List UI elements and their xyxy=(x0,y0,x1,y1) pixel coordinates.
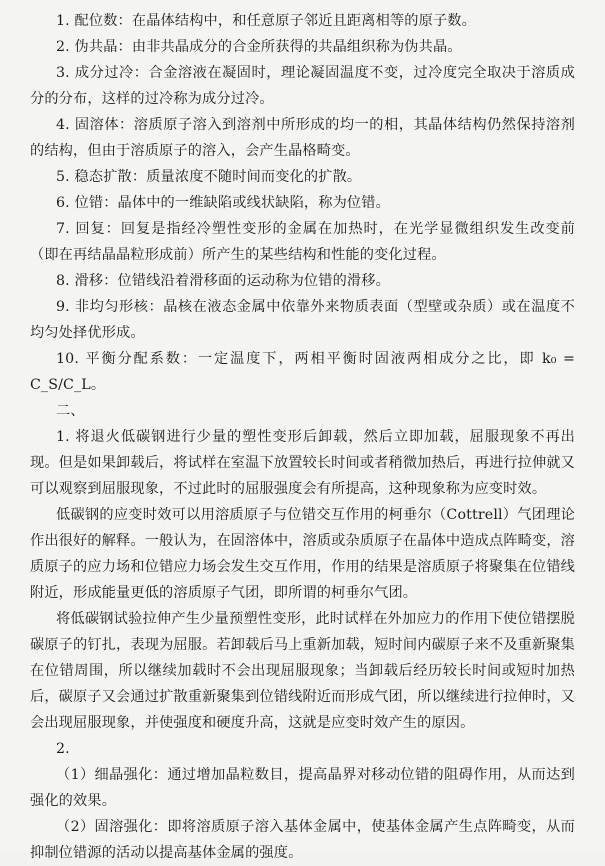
item-text: 成分过冷：合金溶液在凝固时，理论凝固温度不变，过冷度完全取决于溶质成分的分布，这样的过冷称为成分过冷。 xyxy=(30,65,575,107)
answer-2-item-2: （2）固溶强化：即将溶质原子溶入基体金属中，使基体金属产生点阵畸变，从而抑制位错源的活动以提高基体金属的强度。 xyxy=(30,819,575,861)
definition-item-7 xyxy=(30,216,575,268)
item-number: 10. xyxy=(56,351,80,367)
item-number: 1. xyxy=(56,13,70,29)
item-text: 非均匀形核：晶核在液态金属中依靠外来物质表面（型壁或杂质）或在温度不均匀处择优形成。 xyxy=(30,299,575,341)
item-text: 配位数：在晶体结构中，和任意原子邻近且距离相等的原子数。 xyxy=(74,13,476,29)
item-text: 稳态扩散：质量浓度不随时间而变化的扩散。 xyxy=(74,169,362,185)
definition-item-8 xyxy=(30,268,575,294)
definition-item-6 xyxy=(30,190,575,216)
answer-1-paragraph-3: 将低碳钢试验拉伸产生少量预塑性变形，此时试样在外加应力的作用下使位错摆脱碳原子的钉扎，表现为屈服。若卸载后马上重新加载，短时间内碳原子来不及重新聚集在位错周围，所以继续加载时不会出现屈服现象；当卸载后经历较长时间或短时加热后，碳原子又会通过扩散重新聚集到位错线附近而形成气团，所以继续进行拉伸时，又会出现屈服现象，并使强度和硬度升高，这就是应变时效产生的原因。 xyxy=(30,611,575,731)
definition-item-1 xyxy=(30,8,575,34)
item-number: 8. xyxy=(56,273,70,289)
item-number: 7. xyxy=(56,221,70,237)
item-text: 伪共晶：由非共晶成分的合金所获得的共晶组织称为伪共晶。 xyxy=(74,39,462,55)
item-text: 滑移：位错线沿着滑移面的运动称为位错的滑移。 xyxy=(74,273,390,289)
definition-item-3 xyxy=(30,60,575,112)
item-text: 位错：晶体中的一维缺陷或线状缺陷，称为位错。 xyxy=(74,195,390,211)
definition-item-10 xyxy=(30,346,575,398)
definition-item-5 xyxy=(30,164,575,190)
definition-item-4 xyxy=(30,112,575,164)
item-number: 3. xyxy=(56,65,70,81)
item-number: 2. xyxy=(56,39,70,55)
answer-2-number: 2. xyxy=(56,741,70,757)
item-text: 固溶体：溶质原子溶入到溶剂中所形成的均一的相，其晶体结构仍然保持溶剂的结构，但由于溶质原子的溶入，会产生晶格畸变。 xyxy=(30,117,575,159)
item-text: 平衡分配系数：一定温度下，两相平衡时固液两相成分之比，即 k₀ = C_S/C_L。 xyxy=(30,351,575,393)
section-heading: 二、 xyxy=(56,403,85,419)
item-number: 5. xyxy=(56,169,70,185)
definition-item-2 xyxy=(30,34,575,60)
answer-1-paragraph-2: 低碳钢的应变时效可以用溶质原子与位错交互作用的柯垂尔（Cottrell）气团理论作出很好的解释。一般认为，在固溶体中，溶质或杂质原子在晶体中造成点阵畸变，溶质原子的应力场和位错应力场会发生交互作用，作用的结果是溶质原子将聚集在位错线附近，形成能量更低的溶质原子气团，即所谓的柯垂尔气团。 xyxy=(30,507,575,601)
item-text: 回复：回复是指经冷塑性变形的金属在加热时，在光学显微组织发生改变前（即在再结晶晶粒形成前）所产生的某些结构和性能的变化过程。 xyxy=(30,221,575,263)
answer-1-paragraph-1: 1. 将退火低碳钢进行少量的塑性变形后卸载，然后立即加载，屈服现象不再出现。但是如果卸载后，将试样在室温下放置较长时间或者稍微加热后，再进行拉伸就又可以观察到屈服现象，不过此时的屈服强度会有所提高，这种现象称为应变时效。 xyxy=(30,429,575,497)
item-number: 6. xyxy=(56,195,70,211)
answer-2-item-1: （1）细晶强化：通过增加晶粒数目，提高晶界对移动位错的阻碍作用，从而达到强化的效果。 xyxy=(30,767,575,809)
item-number: 4. xyxy=(56,117,70,133)
item-number: 9. xyxy=(56,299,70,315)
definition-item-9 xyxy=(30,294,575,346)
